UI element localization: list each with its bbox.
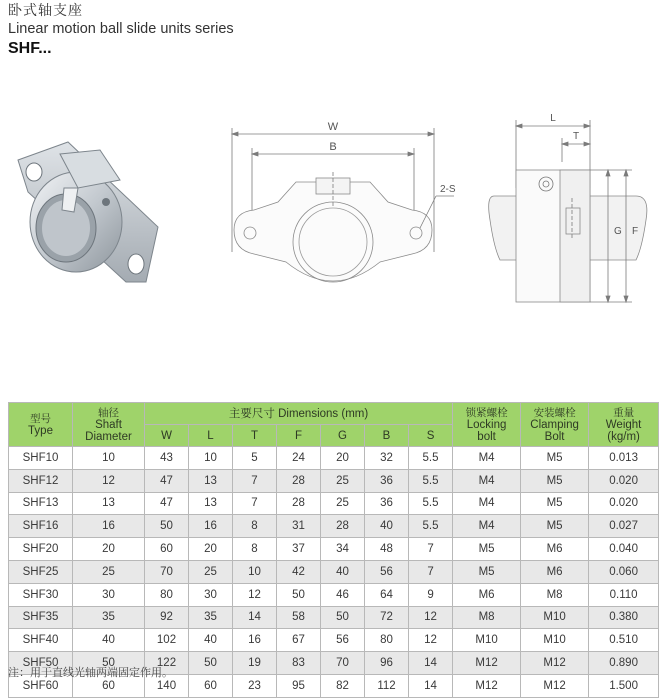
cell-t: 8 xyxy=(233,515,277,538)
cell-f: 95 xyxy=(277,674,321,697)
dim-label-b: B xyxy=(329,141,337,153)
cell-clamping-bolt: M5 xyxy=(521,447,589,470)
side-view-drawing xyxy=(486,108,652,308)
cell-f: 67 xyxy=(277,629,321,652)
cell-clamping-bolt: M8 xyxy=(521,583,589,606)
cell-clamping-bolt: M5 xyxy=(521,469,589,492)
cell-g: 82 xyxy=(321,674,365,697)
cell-w: 70 xyxy=(145,560,189,583)
cell-clamping-bolt: M12 xyxy=(521,674,589,697)
table-row xyxy=(9,560,659,583)
header-dimensions: 主要尺寸 Dimensions (mm) xyxy=(145,403,453,425)
cell-locking-bolt: M10 xyxy=(453,629,521,652)
cell-g: 25 xyxy=(321,469,365,492)
cell-s: 12 xyxy=(409,606,453,629)
cell-s: 5.5 xyxy=(409,492,453,515)
dim-label-s: 2-S xyxy=(440,184,456,195)
cell-b: 72 xyxy=(365,606,409,629)
subheader-g: G xyxy=(321,425,365,447)
cell-t: 14 xyxy=(233,606,277,629)
cell-type: SHF35 xyxy=(9,606,73,629)
cell-s: 7 xyxy=(409,538,453,561)
cell-clamping-bolt: M12 xyxy=(521,652,589,675)
header-shaft: 轴径 Shaft Diameter xyxy=(73,403,145,447)
cell-weight: 0.380 xyxy=(589,606,659,629)
dim-label-g: G xyxy=(614,226,622,237)
cell-weight: 0.110 xyxy=(589,583,659,606)
cell-g: 40 xyxy=(321,560,365,583)
cell-t: 8 xyxy=(233,538,277,561)
cell-t: 12 xyxy=(233,583,277,606)
cell-type: SHF30 xyxy=(9,583,73,606)
header-locking-bolt: 锁紧螺栓 Locking bolt xyxy=(453,403,521,447)
cell-type: SHF40 xyxy=(9,629,73,652)
cell-w: 102 xyxy=(145,629,189,652)
cell-type: SHF25 xyxy=(9,560,73,583)
cell-b: 96 xyxy=(365,652,409,675)
product-photo xyxy=(8,132,168,292)
cell-weight: 1.500 xyxy=(589,674,659,697)
cell-l: 60 xyxy=(189,674,233,697)
cell-locking-bolt: M4 xyxy=(453,469,521,492)
cell-b: 112 xyxy=(365,674,409,697)
cell-shaft: 50 xyxy=(73,652,145,675)
cell-g: 70 xyxy=(321,652,365,675)
cell-t: 5 xyxy=(233,447,277,470)
cell-b: 36 xyxy=(365,492,409,515)
subheader-t: T xyxy=(233,425,277,447)
header-clamping-bolt: 安装螺栓 Clamping Bolt xyxy=(521,403,589,447)
cell-g: 46 xyxy=(321,583,365,606)
cell-l: 13 xyxy=(189,492,233,515)
cell-locking-bolt: M4 xyxy=(453,492,521,515)
cell-s: 5.5 xyxy=(409,447,453,470)
header-type: 型号 Type xyxy=(9,403,73,447)
cell-locking-bolt: M5 xyxy=(453,538,521,561)
cell-locking-bolt: M12 xyxy=(453,674,521,697)
cell-weight: 0.510 xyxy=(589,629,659,652)
dim-label-w: W xyxy=(327,121,339,133)
cell-l: 25 xyxy=(189,560,233,583)
cell-t: 7 xyxy=(233,492,277,515)
cell-w: 50 xyxy=(145,515,189,538)
cell-w: 47 xyxy=(145,492,189,515)
cell-f: 28 xyxy=(277,492,321,515)
subheader-l: L xyxy=(189,425,233,447)
cell-type: SHF13 xyxy=(9,492,73,515)
series-name: SHF... xyxy=(8,40,52,57)
cell-l: 13 xyxy=(189,469,233,492)
cell-w: 80 xyxy=(145,583,189,606)
subheader-w: W xyxy=(145,425,189,447)
cell-locking-bolt: M12 xyxy=(453,652,521,675)
cell-locking-bolt: M4 xyxy=(453,447,521,470)
cell-t: 7 xyxy=(233,469,277,492)
cell-b: 48 xyxy=(365,538,409,561)
cell-g: 56 xyxy=(321,629,365,652)
cell-g: 34 xyxy=(321,538,365,561)
cell-l: 40 xyxy=(189,629,233,652)
cell-b: 40 xyxy=(365,515,409,538)
cell-b: 32 xyxy=(365,447,409,470)
header-weight: 重量 Weight (kg/m) xyxy=(589,403,659,447)
cell-locking-bolt: M4 xyxy=(453,515,521,538)
cell-clamping-bolt: M10 xyxy=(521,606,589,629)
subheader-f: F xyxy=(277,425,321,447)
cell-w: 140 xyxy=(145,674,189,697)
cell-type: SHF60 xyxy=(9,674,73,697)
dim-label-l: L xyxy=(550,113,556,124)
cell-f: 31 xyxy=(277,515,321,538)
cell-clamping-bolt: M6 xyxy=(521,560,589,583)
cell-f: 37 xyxy=(277,538,321,561)
cell-shaft: 16 xyxy=(73,515,145,538)
cell-f: 28 xyxy=(277,469,321,492)
cell-locking-bolt: M8 xyxy=(453,606,521,629)
cell-s: 14 xyxy=(409,674,453,697)
cell-clamping-bolt: M5 xyxy=(521,515,589,538)
cell-b: 64 xyxy=(365,583,409,606)
cell-shaft: 35 xyxy=(73,606,145,629)
cell-shaft: 30 xyxy=(73,583,145,606)
cell-g: 25 xyxy=(321,492,365,515)
cell-g: 20 xyxy=(321,447,365,470)
cell-t: 23 xyxy=(233,674,277,697)
cell-f: 83 xyxy=(277,652,321,675)
cell-t: 19 xyxy=(233,652,277,675)
cell-shaft: 40 xyxy=(73,629,145,652)
cell-f: 42 xyxy=(277,560,321,583)
cell-w: 47 xyxy=(145,469,189,492)
cell-shaft: 20 xyxy=(73,538,145,561)
cell-t: 16 xyxy=(233,629,277,652)
cell-l: 30 xyxy=(189,583,233,606)
table-row xyxy=(9,629,659,652)
cell-s: 14 xyxy=(409,652,453,675)
cell-shaft: 13 xyxy=(73,492,145,515)
cell-locking-bolt: M6 xyxy=(453,583,521,606)
cell-shaft: 25 xyxy=(73,560,145,583)
cell-weight: 0.027 xyxy=(589,515,659,538)
cell-weight: 0.060 xyxy=(589,560,659,583)
cell-type: SHF50 xyxy=(9,652,73,675)
cell-w: 122 xyxy=(145,652,189,675)
cell-weight: 0.040 xyxy=(589,538,659,561)
cell-g: 28 xyxy=(321,515,365,538)
cell-weight: 0.013 xyxy=(589,447,659,470)
table-row xyxy=(9,447,659,470)
cell-w: 92 xyxy=(145,606,189,629)
cell-l: 20 xyxy=(189,538,233,561)
subheader-b: B xyxy=(365,425,409,447)
cell-s: 12 xyxy=(409,629,453,652)
cell-f: 50 xyxy=(277,583,321,606)
cell-l: 50 xyxy=(189,652,233,675)
cell-shaft: 60 xyxy=(73,674,145,697)
cell-l: 35 xyxy=(189,606,233,629)
header xyxy=(8,2,234,60)
cell-b: 36 xyxy=(365,469,409,492)
cell-weight: 0.020 xyxy=(589,469,659,492)
cell-weight: 0.890 xyxy=(589,652,659,675)
cell-type: SHF16 xyxy=(9,515,73,538)
cell-s: 7 xyxy=(409,560,453,583)
subheader-s: S xyxy=(409,425,453,447)
title-english: Linear motion ball slide units series xyxy=(8,21,234,37)
cell-l: 16 xyxy=(189,515,233,538)
cell-clamping-bolt: M5 xyxy=(521,492,589,515)
dim-label-t: T xyxy=(572,131,580,142)
cell-clamping-bolt: M6 xyxy=(521,538,589,561)
spec-table xyxy=(8,402,659,698)
front-view-drawing xyxy=(220,112,470,312)
cell-t: 10 xyxy=(233,560,277,583)
cell-type: SHF12 xyxy=(9,469,73,492)
cell-w: 60 xyxy=(145,538,189,561)
cell-b: 56 xyxy=(365,560,409,583)
cell-b: 80 xyxy=(365,629,409,652)
cell-type: SHF10 xyxy=(9,447,73,470)
cell-l: 10 xyxy=(189,447,233,470)
cell-type: SHF20 xyxy=(9,538,73,561)
cell-s: 5.5 xyxy=(409,515,453,538)
footnote: 注：用于直线光轴两端固定作用。 xyxy=(8,666,173,679)
table-row xyxy=(9,538,659,561)
cell-w: 43 xyxy=(145,447,189,470)
table-row xyxy=(9,515,659,538)
cell-locking-bolt: M5 xyxy=(453,560,521,583)
cell-f: 24 xyxy=(277,447,321,470)
title-chinese: 卧式轴支座 xyxy=(8,3,83,19)
cell-g: 50 xyxy=(321,606,365,629)
cell-shaft: 12 xyxy=(73,469,145,492)
cell-shaft: 10 xyxy=(73,447,145,470)
table-row xyxy=(9,583,659,606)
cell-weight: 0.020 xyxy=(589,492,659,515)
table-row xyxy=(9,606,659,629)
cell-clamping-bolt: M10 xyxy=(521,629,589,652)
cell-s: 5.5 xyxy=(409,469,453,492)
cell-s: 9 xyxy=(409,583,453,606)
dim-label-f: F xyxy=(632,226,639,237)
cell-f: 58 xyxy=(277,606,321,629)
table-row xyxy=(9,492,659,515)
table-row xyxy=(9,469,659,492)
